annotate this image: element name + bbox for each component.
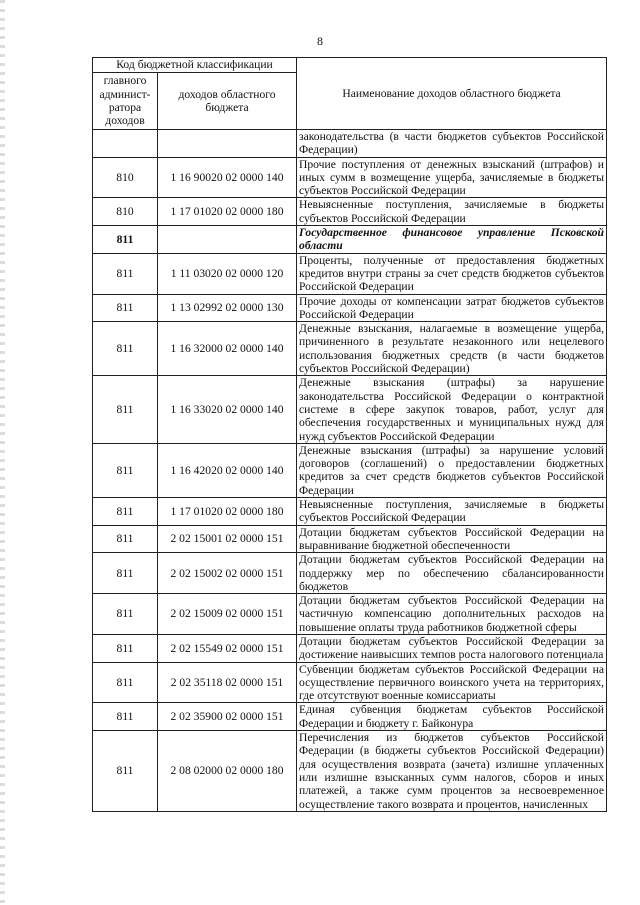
row-name-cell: Прочие доходы от компенсации затрат бюджетов субъектов Российской Федерации: [297, 294, 607, 322]
row-code-cell: 2 02 15009 02 0000 151: [158, 594, 297, 635]
row-code-cell: [158, 130, 297, 158]
row-name-cell: Субвенции бюджетам субъектов Российской Федерации на осуществление первичного воинского учета на территориях, где отсутствуют военные комиссариаты: [297, 662, 607, 703]
row-name-cell: законодательства (в части бюджетов субъектов Российской Федерации): [297, 130, 607, 158]
table-row: [93, 553, 607, 594]
table-row: [93, 498, 607, 526]
row-name-cell: Перечисления из бюджетов субъектов Российской Федерации (в бюджеты субъектов Российской Федерации) для осуществления возврата (зачета) излишне уплаченных или излишне взысканных сумм налогов, сборов и иных платежей, а также сумм процентов за несвоевременное осуществление такого возврата и процентов, начисленных: [297, 731, 607, 812]
row-code-cell: 2 02 35118 02 0000 151: [158, 662, 297, 703]
row-code-cell: [158, 226, 297, 254]
row-code-cell: 2 02 15001 02 0000 151: [158, 525, 297, 553]
row-admin-cell: 811: [93, 553, 158, 594]
page-number: 8: [317, 34, 323, 48]
row-code-cell: 1 16 42020 02 0000 140: [158, 443, 297, 497]
row-admin-cell: 811: [93, 294, 158, 322]
scan-edge: [0, 0, 5, 905]
row-code-cell: 2 08 02000 02 0000 180: [158, 731, 297, 812]
row-name-cell: Дотации бюджетам субъектов Российской Федерации на поддержку мер по обеспечению сбалансированности бюджетов: [297, 553, 607, 594]
row-admin-cell: 811: [93, 226, 158, 254]
row-admin-cell: 811: [93, 498, 158, 526]
table-row: [93, 443, 607, 497]
row-code-cell: 2 02 35900 02 0000 151: [158, 703, 297, 731]
header-admin: главного админист-ратора доходов: [93, 73, 158, 130]
row-admin-cell: 811: [93, 376, 158, 443]
row-code-cell: 1 16 90020 02 0000 140: [158, 157, 297, 198]
row-name-cell: Невыясненные поступления, зачисляемые в бюджеты субъектов Российской Федерации: [297, 498, 607, 526]
row-name-cell: Прочие поступления от денежных взысканий (штрафов) и иных сумм в возмещение ущерба, зачисляемые в бюджеты субъектов Российской Федерации: [297, 157, 607, 198]
header-budget-code: Код бюджетной классификации: [93, 58, 297, 73]
row-code-cell: 2 02 15002 02 0000 151: [158, 553, 297, 594]
row-name-cell: Проценты, полученные от предоставления бюджетных кредитов внутри страны за счет средств бюджетов субъектов Российской Федерации: [297, 253, 607, 294]
row-admin-cell: 811: [93, 703, 158, 731]
row-admin-cell: 811: [93, 525, 158, 553]
row-name-cell: Дотации бюджетам субъектов Российской Федерации на частичную компенсацию дополнительных расходов на повышение оплаты труда работников бюджетной сферы: [297, 594, 607, 635]
row-code-cell: 2 02 15549 02 0000 151: [158, 634, 297, 662]
header-revenue-code: доходов областного бюджета: [158, 73, 297, 130]
table-row: [93, 594, 607, 635]
table-row: [93, 703, 607, 731]
row-admin-cell: 811: [93, 443, 158, 497]
row-code-cell: 1 13 02992 02 0000 130: [158, 294, 297, 322]
table-row: [93, 130, 607, 158]
row-name-cell: Денежные взыскания, налагаемые в возмещение ущерба, причиненного в результате незаконного или нецелевого использования бюджетных средств (в части бюджетов субъектов Российской Федерации): [297, 322, 607, 376]
row-admin-cell: 810: [93, 198, 158, 226]
row-admin-cell: 811: [93, 634, 158, 662]
table-row: [93, 634, 607, 662]
row-name-cell: Дотации бюджетам субъектов Российской Федерации за достижение наивысших темпов роста налогового потенциала: [297, 634, 607, 662]
table-row: [93, 226, 607, 254]
row-code-cell: 1 17 01020 02 0000 180: [158, 498, 297, 526]
row-admin-cell: [93, 130, 158, 158]
table-row: [93, 322, 607, 376]
revenue-table: [92, 57, 607, 812]
header-row-group: [93, 58, 607, 73]
row-code-cell: 1 16 33020 02 0000 140: [158, 376, 297, 443]
row-name-cell: Невыясненные поступления, зачисляемые в бюджеты субъектов Российской Федерации: [297, 198, 607, 226]
row-name-cell: Дотации бюджетам субъектов Российской Федерации на выравнивание бюджетной обеспеченности: [297, 525, 607, 553]
row-admin-cell: 811: [93, 662, 158, 703]
table-row: [93, 253, 607, 294]
row-admin-cell: 811: [93, 322, 158, 376]
row-admin-cell: 810: [93, 157, 158, 198]
row-name-cell: Денежные взыскания (штрафы) за нарушение условий договоров (соглашений) о предоставлении бюджетных кредитов за счет средств бюджетов субъектов Российской Федерации: [297, 443, 607, 497]
table-row: [93, 294, 607, 322]
row-name-cell: Единая субвенция бюджетам субъектов Российской Федерации и бюджету г. Байконура: [297, 703, 607, 731]
row-admin-cell: 811: [93, 731, 158, 812]
table-row: [93, 376, 607, 443]
header-name: Наименование доходов областного бюджета: [297, 58, 607, 130]
table-row: [93, 662, 607, 703]
row-admin-cell: 811: [93, 594, 158, 635]
row-code-cell: 1 17 01020 02 0000 180: [158, 198, 297, 226]
row-admin-cell: 811: [93, 253, 158, 294]
row-code-cell: 1 16 32000 02 0000 140: [158, 322, 297, 376]
row-name-cell: Денежные взыскания (штрафы) за нарушение законодательства Российской Федерации о контрактной системе в сфере закупок товаров, работ, услуг для обеспечения государственных и муниципальных нужд для нужд субъектов Российской Федерации: [297, 376, 607, 443]
row-name-cell: Государственное финансовое управление Псковской области: [297, 226, 607, 254]
table-row: [93, 731, 607, 812]
table-row: [93, 157, 607, 198]
row-code-cell: 1 11 03020 02 0000 120: [158, 253, 297, 294]
table-row: [93, 525, 607, 553]
table-row: [93, 198, 607, 226]
